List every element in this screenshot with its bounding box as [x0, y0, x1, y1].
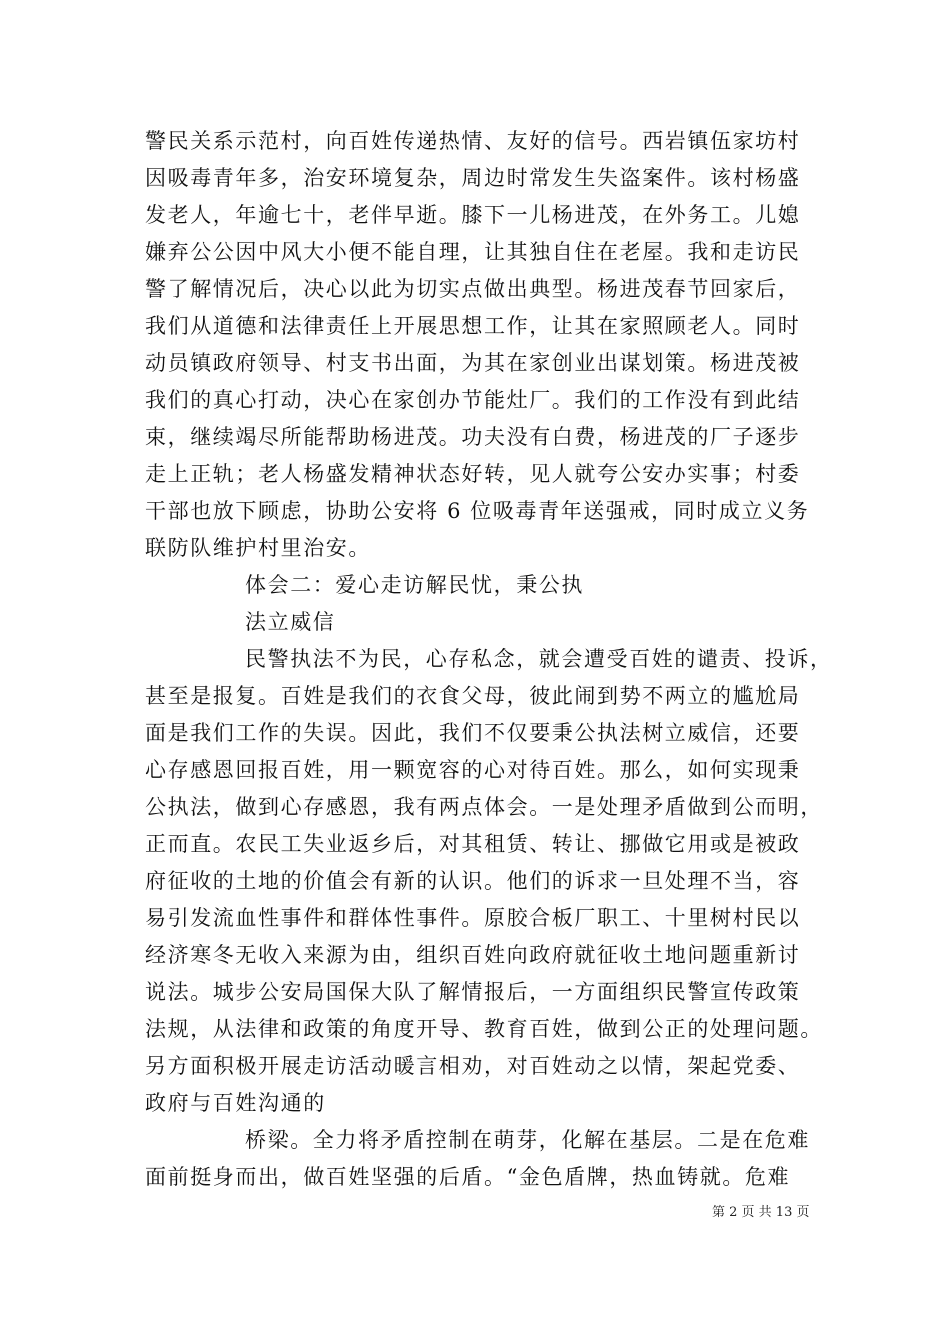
body-line: 因吸毒青年多，治安环境复杂，周边时常发生失盗案件。该村杨盛	[145, 166, 801, 190]
body-line: 发老人，年逾七十，老伴早逝。膝下一儿杨进茂，在外务工。儿媳	[145, 203, 801, 227]
body-line: 正而直。农民工失业返乡后，对其租赁、转让、挪做它用或是被政	[145, 832, 801, 856]
body-line: 走上正轨；老人杨盛发精神状态好转，见人就夸公安办实事；村委	[145, 462, 801, 486]
body-line: 民警执法不为民，心存私念，就会遭受百姓的谴责、投诉，	[245, 647, 833, 671]
body-line: 说法。城步公安局国保大队了解情报后，一方面组织民警宣传政策	[145, 980, 801, 1004]
body-line: 我们的真心打动，决心在家创办节能灶厂。我们的工作没有到此结	[145, 388, 801, 412]
body-line: 联防队维护村里治安。	[145, 536, 371, 560]
body-line: 另方面积极开展走访活动暖言相劝，对百姓动之以情，架起党委、	[145, 1054, 801, 1078]
section-heading: 体会二：爱心走访解民忧，秉公执	[245, 573, 584, 597]
section-heading: 法立威信	[245, 610, 336, 634]
body-line: 甚至是报复。百姓是我们的衣食父母，彼此闹到势不两立的尴尬局	[145, 684, 801, 708]
body-line: 嫌弃公公因中风大小便不能自理，让其独自住在老屋。我和走访民	[145, 240, 801, 264]
body-line: 警民关系示范村，向百姓传递热情、友好的信号。西岩镇伍家坊村	[145, 129, 801, 153]
body-line: 我们从道德和法律责任上开展思想工作，让其在家照顾老人。同时	[145, 314, 801, 338]
body-line: 经济寒冬无收入来源为由，组织百姓向政府就征收土地问题重新讨	[145, 943, 801, 967]
body-line: 法规，从法律和政策的角度开导、教育百姓，做到公正的处理问题。	[145, 1017, 823, 1041]
body-line: 公执法，做到心存感恩，我有两点体会。一是处理矛盾做到公而明，	[145, 795, 823, 819]
body-line: 易引发流血性事件和群体性事件。原胶合板厂职工、十里树村民以	[145, 906, 801, 930]
page-number-footer: 第 2 页 共 13 页	[712, 1205, 810, 1220]
body-line: 动员镇政府领导、村支书出面，为其在家创业出谋划策。杨进茂被	[145, 351, 801, 375]
body-line: 政府与百姓沟通的	[145, 1091, 326, 1115]
body-line: 府征收的土地的价值会有新的认识。他们的诉求一旦处理不当，容	[145, 869, 801, 893]
body-line: 心存感恩回报百姓，用一颗宽容的心对待百姓。那么，如何实现秉	[145, 758, 801, 782]
body-line: 束，继续竭尽所能帮助杨进茂。功夫没有白费，杨进茂的厂子逐步	[145, 425, 801, 449]
body-line: 警了解情况后，决心以此为切实点做出典型。杨进茂春节回家后，	[145, 277, 801, 301]
body-line: 面前挺身而出，做百姓坚强的后盾。“金色盾牌，热血铸就。危难	[145, 1165, 791, 1189]
body-line: 桥梁。全力将矛盾控制在萌芽，化解在基层。二是在危难	[245, 1128, 810, 1152]
body-line: 干部也放下顾虑，协助公安将 6 位吸毒青年送强戒，同时成立义务	[145, 499, 810, 523]
body-line: 面是我们工作的失误。因此，我们不仅要秉公执法树立威信，还要	[145, 721, 801, 745]
